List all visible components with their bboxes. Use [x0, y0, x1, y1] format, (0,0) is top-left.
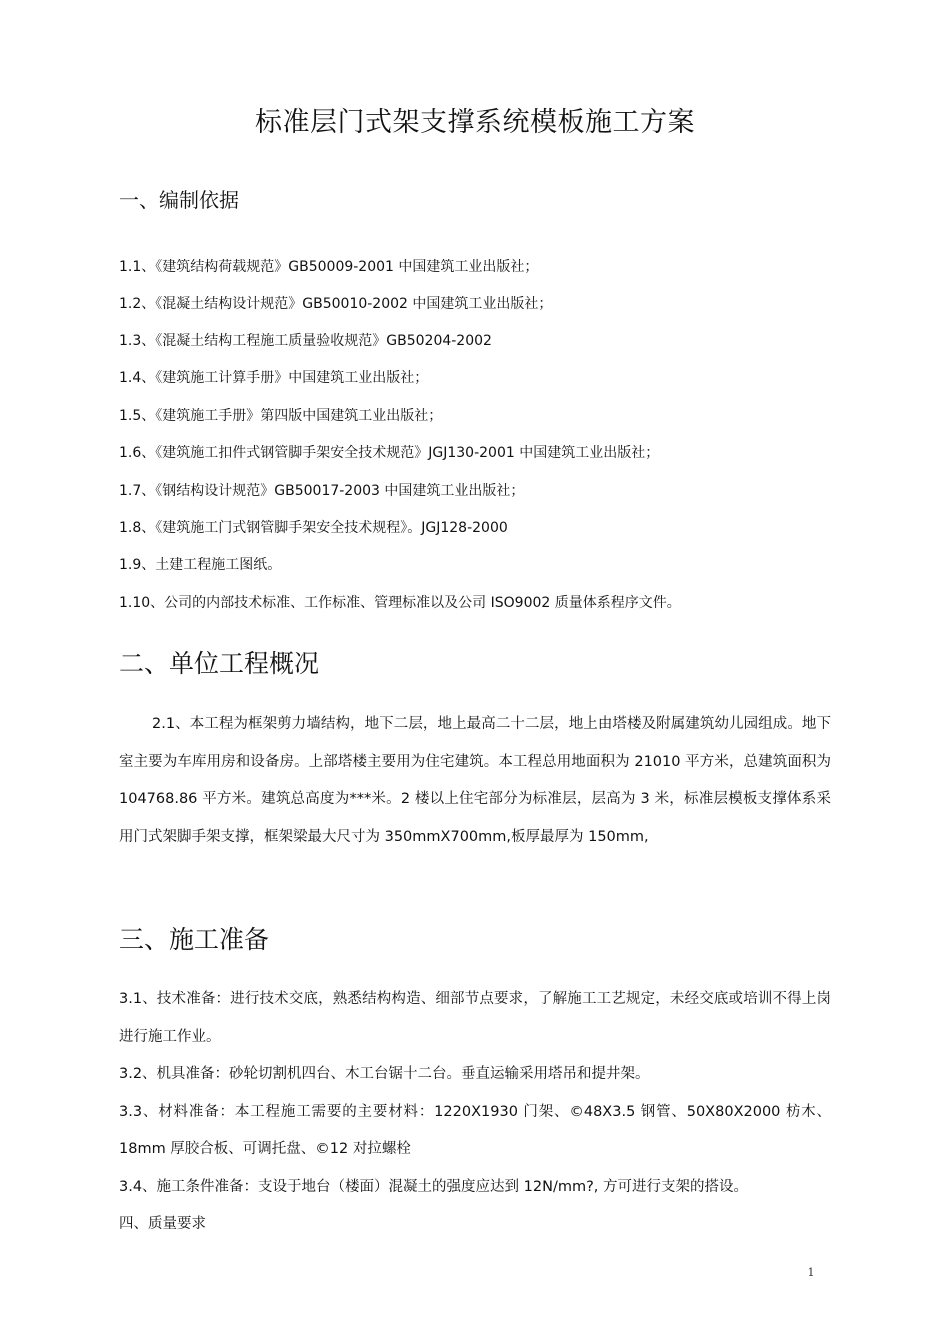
- preparation-materials: 3.3、材料准备：本工程施工需要的主要材料：1220X1930 门架、©48X3.5 钢管、50X80X2000 枋木、18mm 厚胶合板、可调托盘、©12 对拉螺栓: [119, 1103, 831, 1157]
- basis-item: 1.8、《建筑施工门式钢管脚手架安全技术规程》。JGJ128-2000: [119, 520, 508, 536]
- section-heading-basis: 一、编制依据: [119, 188, 239, 212]
- basis-item: 1.7、《钢结构设计规范》GB50017-2003 中国建筑工业出版社；: [119, 483, 525, 499]
- preparation-technical: 3.1、技术准备：进行技术交底，熟悉结构构造、细部节点要求，了解施工工艺规定，未经交底或培训不得上岗进行施工作业。: [119, 991, 831, 1045]
- section-heading-preparation: 三、施工准备: [119, 925, 270, 954]
- overview-text: 2.1、本工程为框架剪力墙结构，地下二层，地上最高二十二层，地上由塔楼及附属建筑幼儿园组成。地下室主要为车库用房和设备房。上部塔楼主要用为住宅建筑。本工程总用地面积为 21010 平方米，总建筑面积为 104768.86 平方米。建筑总高度为***米。2 楼以上住宅部分为标准层，层高为 3 米，标准层模板支撑体系采用门式架脚手架支撑，框架梁最大尺寸为 350mmX700mm,板厚最厚为 150mm,: [119, 716, 831, 845]
- page-number: 1: [807, 1266, 815, 1279]
- section-heading-quality: 四、质量要求: [119, 1216, 206, 1232]
- document-title: 标准层门式架支撑系统模板施工方案: [255, 107, 695, 138]
- preparation-equipment: 3.2、机具准备：砂轮切割机四台、木工台锯十二台。垂直运输采用塔吊和提井架。: [119, 1066, 650, 1082]
- basis-item: 1.5、《建筑施工手册》第四版中国建筑工业出版社；: [119, 408, 443, 424]
- basis-item: 1.2、《混凝土结构设计规范》GB50010-2002 中国建筑工业出版社；: [119, 296, 553, 312]
- basis-item: 1.4、《建筑施工计算手册》中国建筑工业出版社；: [119, 370, 429, 386]
- basis-item: 1.9、土建工程施工图纸。: [119, 557, 282, 573]
- basis-item: 1.10、公司的内部技术标准、工作标准、管理标准以及公司 ISO9002 质量体系程序文件。: [119, 595, 681, 611]
- overview-paragraph: [119, 706, 831, 856]
- section-heading-overview: 二、单位工程概况: [119, 649, 320, 678]
- basis-item: 1.6、《建筑施工扣件式钢管脚手架安全技术规范》JGJ130-2001 中国建筑工业出版社；: [119, 445, 660, 461]
- basis-item: 1.3、《混凝土结构工程施工质量验收规范》GB50204-2002: [119, 333, 492, 349]
- preparation-items: [119, 981, 831, 1244]
- basis-item: 1.1、《建筑结构荷载规范》GB50009-2001 中国建筑工业出版社；: [119, 259, 539, 275]
- preparation-conditions: 3.4、施工条件准备：支设于地台（楼面）混凝土的强度应达到 12N/mm?, 方可进行支架的搭设。: [119, 1178, 749, 1195]
